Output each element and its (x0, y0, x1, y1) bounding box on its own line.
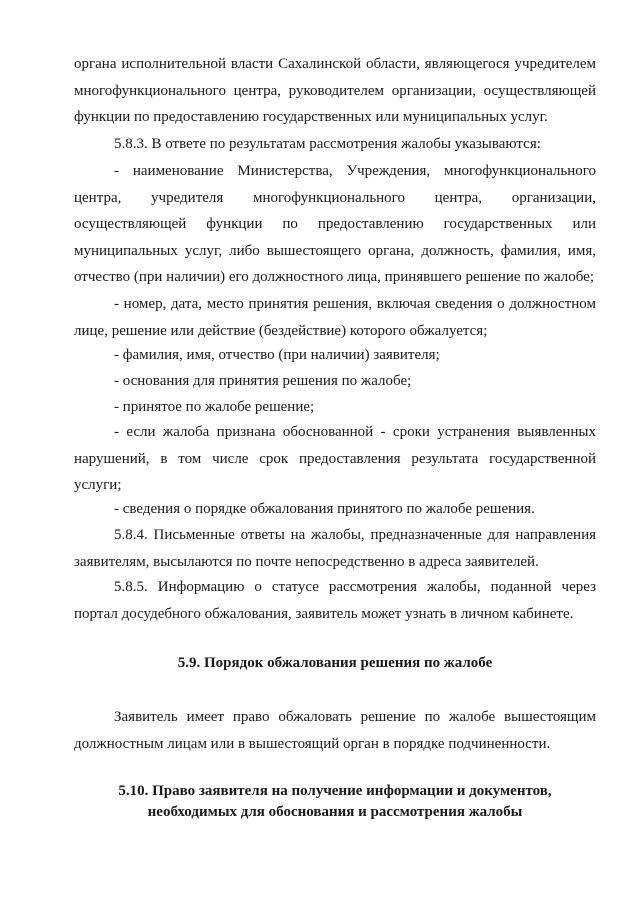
list-item-fio: - фамилия, имя, отчество (при наличии) заявителя; (114, 347, 440, 363)
list-item-name: - наименование Министерства, Учреждения, многофункционального центра, учредителя многофункционального центра, организации, осуществляющей функции по предоставлению государственных или муниципальных услуг, либо вышестоящего органа, должность, фамилия, имя, отчество (при наличии) его должностного лица, принявшего решение по жалобе; (74, 163, 596, 286)
section-5-9-paragraph: Заявитель имеет право обжаловать решение по жалобе вышестоящим должностным лицам или в вышестоящий орган в порядке подчиненности. (74, 709, 596, 752)
list-item-number-date: - номер, дата, место принятия решения, включая сведения о должностном лице, решение или действие (бездействие) которого обжалуется; (74, 296, 596, 339)
paragraph-continuation: органа исполнительной власти Сахалинской области, являющегося учредителем многофункционального центра, руководителем организации, осуществляющей функции по предоставлению государственных или муниципальных услуг. (74, 56, 596, 126)
list-item-appeal-procedure: - сведения о порядке обжалования принятого по жалобе решения. (114, 501, 535, 517)
section-5-10-heading-line2: необходимых для обоснования и рассмотрения жалобы (147, 804, 523, 820)
paragraph-5-8-4: 5.8.4. Письменные ответы на жалобы, предназначенные для направления заявителям, высылаются по почте непосредственно в адреса заявителей. (74, 527, 596, 570)
paragraph-5-8-3: 5.8.3. В ответе по результатам рассмотрения жалобы указываются: (114, 136, 541, 152)
list-item-decision: - принятое по жалобе решение; (114, 399, 315, 415)
section-5-10-heading-line1: 5.10. Право заявителя на получение информации и документов, (118, 783, 552, 799)
list-item-justified: - если жалоба признана обоснованной - сроки устранения выявленных нарушений, в том числе срок предоставления результата государственной услуги; (74, 424, 596, 494)
paragraph-5-8-5: 5.8.5. Информацию о статусе рассмотрения жалобы, поданной через портал досудебного обжалования, заявитель может узнать в личном кабинете. (74, 579, 596, 622)
section-5-9-heading: 5.9. Порядок обжалования решения по жалобе (177, 655, 493, 671)
list-item-grounds: - основания для принятия решения по жалобе; (114, 373, 412, 389)
